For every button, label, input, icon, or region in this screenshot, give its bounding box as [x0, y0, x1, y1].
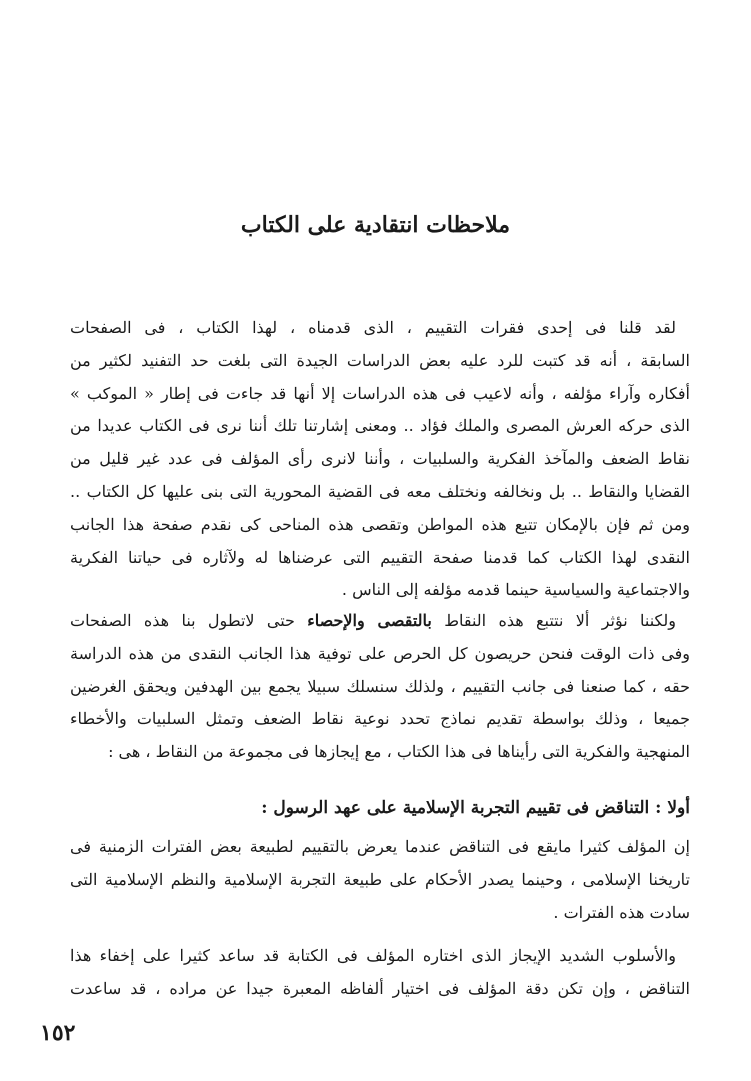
paragraph-line: نقاط الضعف والمآخذ الفكرية والسلبيات ، وأننا لانرى رأى المؤلف فى عدد غير قليل من — [70, 449, 690, 469]
emphasis-text: بالتقصى والإحصاء — [307, 611, 432, 630]
paragraph-line: والاجتماعية والسياسية حينما قدمه مؤلفه إلى الناس . — [341, 580, 690, 600]
paragraph-3 — [70, 831, 690, 929]
paragraph-line: المنهجية والفكرية التى رأيناها فى هذا الكتاب ، مع إيجازها فى مجموعة من النقاط ، هى : — [108, 742, 690, 762]
paragraph-line: إن المؤلف كثيرا مايقع فى التناقض عندما يعرض بالتقييم لطبيعة بعض الفترات الزمنية فى — [70, 837, 690, 856]
paragraph-line — [70, 605, 690, 638]
paragraph-line: القضايا والنقاط .. بل ونخالفه ونختلف معه فى القضية المحورية التى بنى عليها كل الكتاب .. — [70, 481, 690, 501]
paragraph-2 — [70, 605, 690, 769]
paragraph-line: ومن ثم فإن بالإمكان تتبع هذه المواطن وتقصى هذه المناحى كى نقدم صفحة هذا الجانب — [70, 514, 690, 534]
paragraph-line: أفكاره وآراء مؤلفه ، وأنه لاعيب فى هذه الدراسات إلا أنها قد جاءت فى إطار « الموكب » — [70, 383, 690, 403]
chapter-title: ملاحظات انتقادية على الكتاب — [240, 212, 511, 238]
paragraph-text: ولكننا نؤثر ألا نتتبع هذه النقاط — [431, 611, 676, 630]
paragraph-line: تاريخنا الإسلامى ، وحينما يصدر الأحكام على طبيعة التجربة الإسلامية والنظم الإسلامية التى — [70, 869, 690, 889]
paragraph-4 — [70, 940, 690, 1006]
paragraph-line: التناقض ، وإن تكن دقة المؤلف فى اختيار ألفاظه المعبرة جيدا عن مراده ، قد ساعدت — [70, 978, 690, 998]
paragraph-line: لقد قلنا فى إحدى فقرات التقييم ، الذى قدمناه ، لهذا الكتاب ، فى الصفحات — [70, 318, 676, 337]
paragraph-line: الذى حركه العرش المصرى والملك فؤاد .. ومعنى إشارتنا تلك أننا نرى فى الكتاب عديدا من — [70, 416, 690, 436]
paragraph-line: النقدى لهذا الكتاب كما قدمنا صفحة التقييم التى عرضناها له ولآثاره فى حياتنا الفكرية — [70, 547, 690, 567]
page-number: ١٥٢ — [40, 1020, 76, 1046]
paragraph-text: حتى لاتطول بنا هذه الصفحات — [70, 611, 308, 630]
paragraph-line: وفى ذات الوقت فنحن حريصون كل الحرص على توفية هذا الجانب النقدى من هذه الدراسة — [70, 643, 690, 663]
paragraph-line: جميعا ، وذلك بواسطة تقديم نماذج تحدد نوعية نقاط الضعف وتمثل السلبيات والأخطاء — [70, 709, 690, 729]
section-heading: أولا : التناقض فى تقييم التجربة الإسلامية على عهد الرسول : — [261, 798, 690, 818]
paragraph-line: حقه ، كما صنعنا فى جانب التقييم ، ولذلك سنسلك سبيلا يجمع بين الهدفين ويحقق الغرضين — [70, 676, 690, 696]
paragraph-1 — [70, 312, 690, 607]
paragraph-line: السابقة ، أنه قد كتبت للرد عليه بعض الدراسات الجيدة التى بلغت حد التفنيد لكثير من — [70, 350, 690, 370]
paragraph-line: والأسلوب الشديد الإيجاز الذى اختاره المؤلف فى الكتابة قد ساعد كثيرا على إخفاء هذا — [70, 946, 676, 965]
paragraph-line: سادت هذه الفترات . — [553, 902, 690, 922]
